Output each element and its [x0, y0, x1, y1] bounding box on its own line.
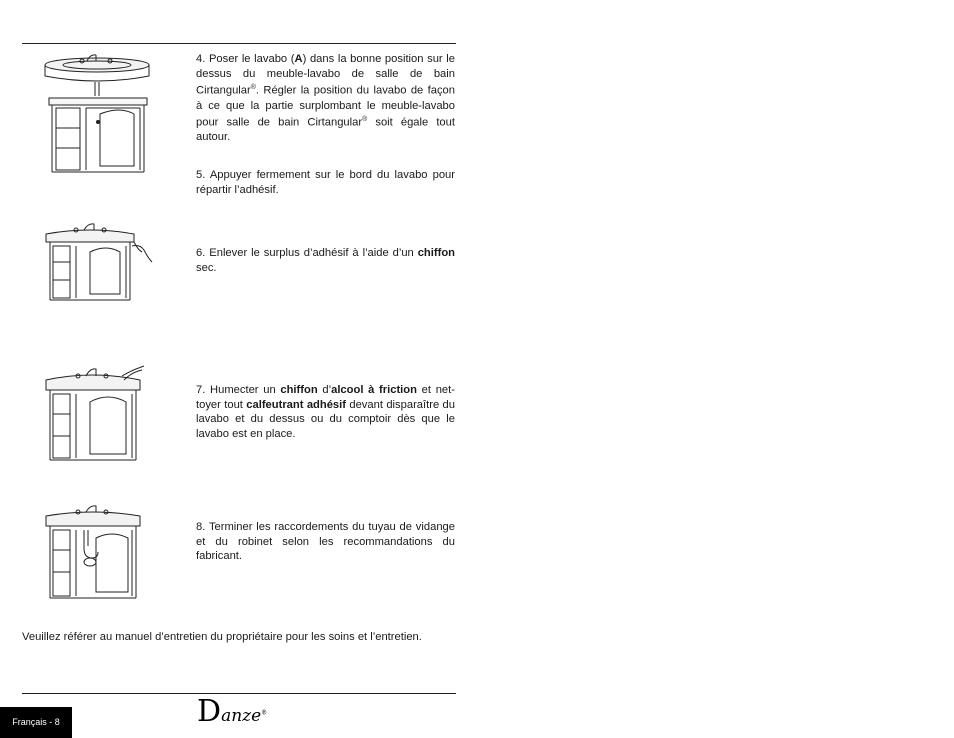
step-bold-term: alcool à friction: [331, 384, 417, 396]
step-text: Enlever le surplus d’adhésif à l’aide d’un: [209, 247, 418, 259]
page-number-tab: Français - 8: [0, 707, 72, 738]
step-text: devant disparaître du lavabo et du dessus ou du comptoir dès que le lavabo est en place.: [196, 398, 455, 440]
logo-registered-mark: ®: [261, 709, 268, 717]
step-bold-term: A: [294, 53, 303, 65]
logo-initial: D: [197, 694, 222, 729]
instruction-step-5: [196, 168, 455, 197]
step-bold-term: calfeutrant adhésif: [246, 398, 346, 411]
step-text: soit égale tout autour.: [196, 116, 455, 144]
step-number: 6.: [196, 247, 210, 259]
illustration-wipe-adhesive: [40, 222, 155, 302]
step-number: 4.: [196, 53, 209, 65]
instruction-step-8: [196, 520, 455, 564]
step-number: 8.: [196, 521, 209, 533]
step-text: . Régler la position du lavabo de façon à ce que la partie surplombant le meuble-lavabo pour salle de bain Cirtangular: [196, 84, 455, 129]
instruction-step-4: [196, 52, 455, 145]
instruction-step-7: [196, 383, 455, 441]
step-text: et nettoyer tout: [196, 384, 455, 411]
step-text: ®: [362, 116, 368, 124]
step-number: 5.: [196, 169, 210, 181]
instruction-step-6: [196, 246, 455, 275]
step-text: Humecter un: [210, 384, 281, 396]
step-text: sec.: [196, 261, 217, 274]
top-rule: [22, 43, 456, 44]
danze-logo: [197, 694, 267, 729]
step-number: 7.: [196, 384, 211, 396]
illustration-drain-connection: [40, 502, 160, 600]
step-text: Appuyer fermement sur le bord du lavabo pour répartir l’adhésif.: [196, 169, 455, 196]
step-bold-term: chiffon: [280, 384, 318, 396]
step-text: ®: [250, 84, 256, 92]
step-text: d’: [317, 384, 332, 396]
step-text: ) dans la bonne position sur le dessus du meuble-lavabo de salle de bain Cirtangular: [196, 53, 455, 97]
logo-text: anze: [221, 706, 262, 726]
step-bold-term: chiffon: [417, 247, 455, 259]
step-text: Terminer les raccordements du tuyau de vidange et du robinet selon les recommandations du fabricant.: [196, 521, 455, 563]
step-text: Poser le lavabo (: [208, 53, 295, 65]
illustration-clean-caulk: [40, 362, 155, 462]
illustration-sink-placement: [40, 52, 160, 174]
care-note: Veuillez référer au manuel d’entretien du propriétaire pour les soins et l’entretien.: [22, 631, 422, 643]
